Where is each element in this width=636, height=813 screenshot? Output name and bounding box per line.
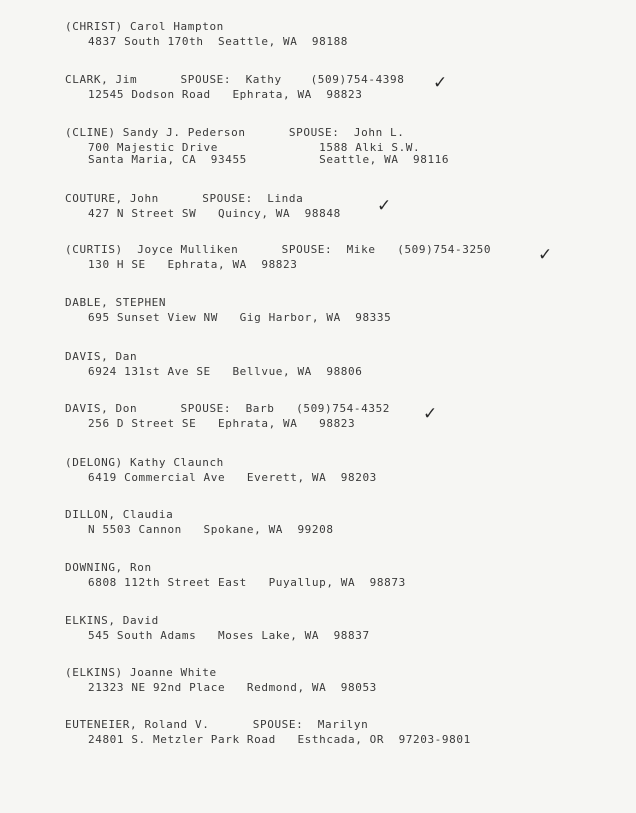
entry-name-line: DAVIS, Dan <box>65 350 138 363</box>
entry-name-line: ELKINS, David <box>65 614 159 627</box>
entry-name-line: (ELKINS) Joanne White <box>65 666 217 679</box>
entry-euteneier <box>0 718 636 758</box>
entry-delong <box>0 456 636 496</box>
entry-name-line: (CLINE) Sandy J. Pederson SPOUSE: John L. <box>65 126 405 139</box>
entry-davis-don <box>0 402 636 442</box>
entry-couture <box>0 192 636 232</box>
check-mark-icon: ✓ <box>423 404 438 424</box>
entry-elkins-david <box>0 614 636 654</box>
entry-name-line: DOWNING, Ron <box>65 561 152 574</box>
entry-address-line: 6924 131st Ave SE Bellvue, WA 98806 <box>88 365 363 378</box>
entry-city-line: Santa Maria, CA 93455 Seattle, WA 98116 <box>88 153 450 166</box>
entry-address-line: 256 D Street SE Ephrata, WA 98823 <box>88 417 356 430</box>
entry-name-line: (DELONG) Kathy Claunch <box>65 456 224 469</box>
entry-address-line: 700 Majestic Drive 1588 Alki S.W. <box>88 141 421 154</box>
entry-name-line: DILLON, Claudia <box>65 508 174 521</box>
entry-dillon <box>0 508 636 548</box>
entry-address-line: 427 N Street SW Quincy, WA 98848 <box>88 207 341 220</box>
entry-address-line: 12545 Dodson Road Ephrata, WA 98823 <box>88 88 363 101</box>
check-mark-icon: ✓ <box>538 245 553 265</box>
entry-address-line: 130 H SE Ephrata, WA 98823 <box>88 258 298 271</box>
entry-name-line: COUTURE, John SPOUSE: Linda <box>65 192 304 205</box>
entry-address-line: 6808 112th Street East Puyallup, WA 98873 <box>88 576 406 589</box>
entry-curtis <box>0 243 636 283</box>
entry-address-line: 21323 NE 92nd Place Redmond, WA 98053 <box>88 681 377 694</box>
entry-clark <box>0 73 636 113</box>
entry-name-line: DABLE, STEPHEN <box>65 296 167 309</box>
entry-christ <box>0 20 636 60</box>
check-mark-icon: ✓ <box>433 73 448 93</box>
entry-davis-dan <box>0 350 636 390</box>
entry-address-line: 24801 S. Metzler Park Road Esthcada, OR 97203-9801 <box>88 733 471 746</box>
entry-elkins-joanne <box>0 666 636 706</box>
entry-address-line: 695 Sunset View NW Gig Harbor, WA 98335 <box>88 311 392 324</box>
entry-cline <box>0 126 636 166</box>
entry-address-line: 6419 Commercial Ave Everett, WA 98203 <box>88 471 377 484</box>
entry-name-line: DAVIS, Don SPOUSE: Barb (509)754-4352 <box>65 402 391 415</box>
check-mark-icon: ✓ <box>377 196 392 216</box>
entry-address-line: N 5503 Cannon Spokane, WA 99208 <box>88 523 334 536</box>
entry-downing <box>0 561 636 601</box>
entry-address-line: 545 South Adams Moses Lake, WA 98837 <box>88 629 370 642</box>
entry-name-line: (CURTIS) Joyce Mulliken SPOUSE: Mike (509)754-3250 <box>65 243 492 256</box>
entry-name-line: (CHRIST) Carol Hampton <box>65 20 224 33</box>
entry-name-line: CLARK, Jim SPOUSE: Kathy (509)754-4398 <box>65 73 405 86</box>
entry-address-line: 4837 South 170th Seattle, WA 98188 <box>88 35 349 48</box>
entry-name-line: EUTENEIER, Roland V. SPOUSE: Marilyn <box>65 718 369 731</box>
entry-dable <box>0 296 636 336</box>
